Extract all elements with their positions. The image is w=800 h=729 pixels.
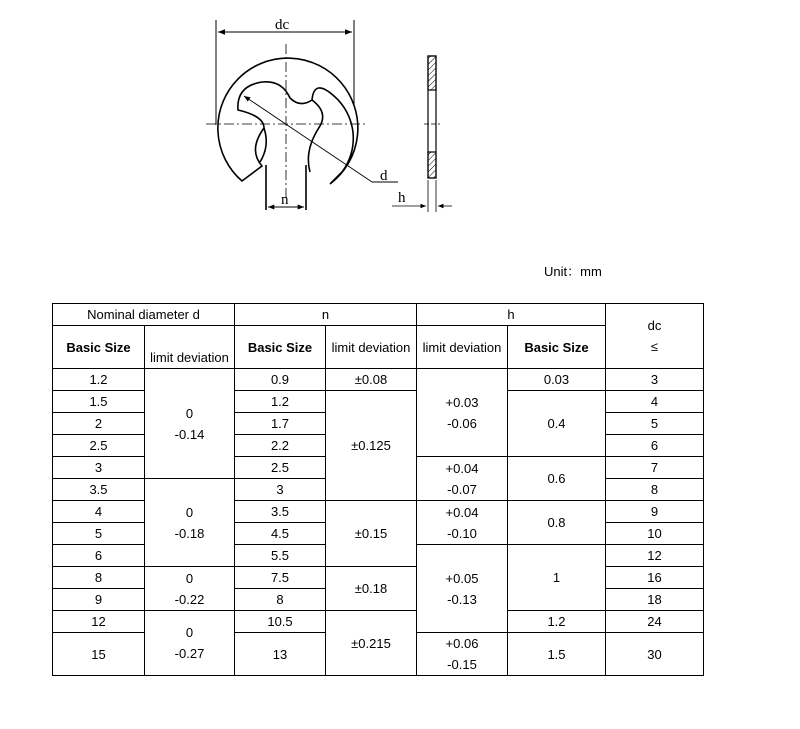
header-dc-symbol: ≤ (650, 339, 659, 354)
table-row (53, 611, 704, 633)
n-deviation-cell: ±0.18 (326, 567, 417, 611)
n-basic-cell: 2.5 (235, 457, 326, 479)
d-deviation-lower: -0.14 (174, 426, 205, 442)
n-basic-cell: 7.5 (235, 567, 326, 589)
header-h: h (417, 304, 606, 326)
h-deviation-lower: -0.13 (447, 591, 477, 607)
h-label: h (398, 190, 406, 206)
h-basic-cell: 1 (508, 545, 606, 611)
dc-cell: 9 (606, 501, 704, 523)
h-basic-cell: 0.03 (508, 369, 606, 391)
dc-cell: 18 (606, 589, 704, 611)
h-deviation-cell (417, 369, 508, 457)
dc-cell: 7 (606, 457, 704, 479)
n-basic-cell: 3.5 (235, 501, 326, 523)
n-basic-cell: 1.2 (235, 391, 326, 413)
table-row (53, 567, 704, 589)
dc-cell: 5 (606, 413, 704, 435)
header-dc (606, 304, 704, 369)
h-basic-cell: 0.4 (508, 391, 606, 457)
d-deviation-cell (145, 611, 235, 676)
h-deviation-upper: +0.04 (445, 504, 479, 520)
h-deviation-lower: -0.10 (447, 525, 477, 541)
h-deviation-lower: -0.06 (447, 415, 477, 431)
e-ring-body (218, 58, 358, 184)
d-deviation-cell (145, 567, 235, 611)
dc-cell: 12 (606, 545, 704, 567)
n-deviation-cell: ±0.215 (326, 611, 417, 676)
h-basic-cell: 0.6 (508, 457, 606, 501)
n-basic-cell: 2.2 (235, 435, 326, 457)
d-deviation-upper: 0 (185, 570, 194, 586)
d-deviation-lower: -0.27 (174, 646, 205, 661)
h-deviation-upper: +0.06 (445, 636, 479, 651)
n-basic-cell: 10.5 (235, 611, 326, 633)
d-basic-cell: 12 (53, 611, 145, 633)
h-deviation-cell (417, 633, 508, 676)
dc-cell: 8 (606, 479, 704, 501)
h-deviation-cell (417, 501, 508, 545)
header-dc-label: dc (647, 318, 662, 333)
n-basic-cell: 13 (235, 633, 326, 676)
header-h-limit-deviation: limit deviation (417, 326, 508, 369)
dc-cell: 10 (606, 523, 704, 545)
n-deviation-cell: ±0.08 (326, 369, 417, 391)
d-basic-cell: 8 (53, 567, 145, 589)
h-deviation-lower: -0.07 (447, 481, 477, 497)
dc-cell: 6 (606, 435, 704, 457)
h-deviation-upper: +0.03 (445, 394, 479, 410)
d-basic-cell: 6 (53, 545, 145, 567)
n-basic-cell: 3 (235, 479, 326, 501)
d-deviation-lower: -0.22 (174, 591, 205, 607)
n-basic-cell: 4.5 (235, 523, 326, 545)
d-label: d (380, 168, 388, 184)
d-basic-cell: 4 (53, 501, 145, 523)
n-basic-cell: 1.7 (235, 413, 326, 435)
unit-label: Unit：mm (544, 264, 602, 279)
dc-cell: 3 (606, 369, 704, 391)
h-deviation-upper: +0.05 (445, 570, 479, 586)
n-basic-cell: 8 (235, 589, 326, 611)
n-basic-cell: 0.9 (235, 369, 326, 391)
d-deviation-cell (145, 479, 235, 567)
table-row (53, 369, 704, 391)
header-d-basic-size: Basic Size (53, 326, 145, 369)
n-basic-cell: 5.5 (235, 545, 326, 567)
n-deviation-cell: ±0.125 (326, 391, 417, 501)
e-ring-inner-lugs (260, 100, 323, 210)
d-basic-cell: 9 (53, 589, 145, 611)
h-basic-cell: 1.5 (508, 633, 606, 676)
h-deviation-upper: +0.04 (445, 460, 479, 476)
header-d-limit-deviation: limit deviation (145, 326, 235, 369)
dc-cell: 4 (606, 391, 704, 413)
header-n-limit-deviation: limit deviation (326, 326, 417, 369)
d-basic-cell: 2 (53, 413, 145, 435)
h-deviation-cell (417, 545, 508, 633)
d-deviation-upper: 0 (185, 405, 194, 421)
h-deviation-lower: -0.15 (447, 657, 477, 672)
dc-cell: 16 (606, 567, 704, 589)
h-basic-cell: 1.2 (508, 611, 606, 633)
d-basic-cell: 15 (53, 633, 145, 676)
e-ring-side-view (392, 56, 452, 212)
h-deviation-cell (417, 457, 508, 501)
d-basic-cell: 3 (53, 457, 145, 479)
d-basic-cell: 2.5 (53, 435, 145, 457)
d-basic-cell: 3.5 (53, 479, 145, 501)
header-h-basic-size: Basic Size (508, 326, 606, 369)
dc-cell: 24 (606, 611, 704, 633)
h-basic-cell: 0.8 (508, 501, 606, 545)
d-basic-cell: 1.2 (53, 369, 145, 391)
dc-cell: 30 (606, 633, 704, 676)
d-deviation-upper: 0 (185, 625, 194, 640)
e-ring-spec-table (52, 303, 704, 676)
header-n: n (235, 304, 417, 326)
header-row-1 (53, 304, 704, 326)
e-ring-drawing (0, 0, 800, 230)
header-nominal-diameter: Nominal diameter d (53, 304, 235, 326)
d-deviation-cell (145, 369, 235, 479)
d-deviation-upper: 0 (185, 504, 194, 520)
n-label: n (281, 192, 289, 208)
d-deviation-lower: -0.18 (174, 525, 205, 541)
d-basic-cell: 5 (53, 523, 145, 545)
header-n-basic-size: Basic Size (235, 326, 326, 369)
dc-label: dc (275, 17, 290, 33)
n-deviation-cell: ±0.15 (326, 501, 417, 567)
d-basic-cell: 1.5 (53, 391, 145, 413)
